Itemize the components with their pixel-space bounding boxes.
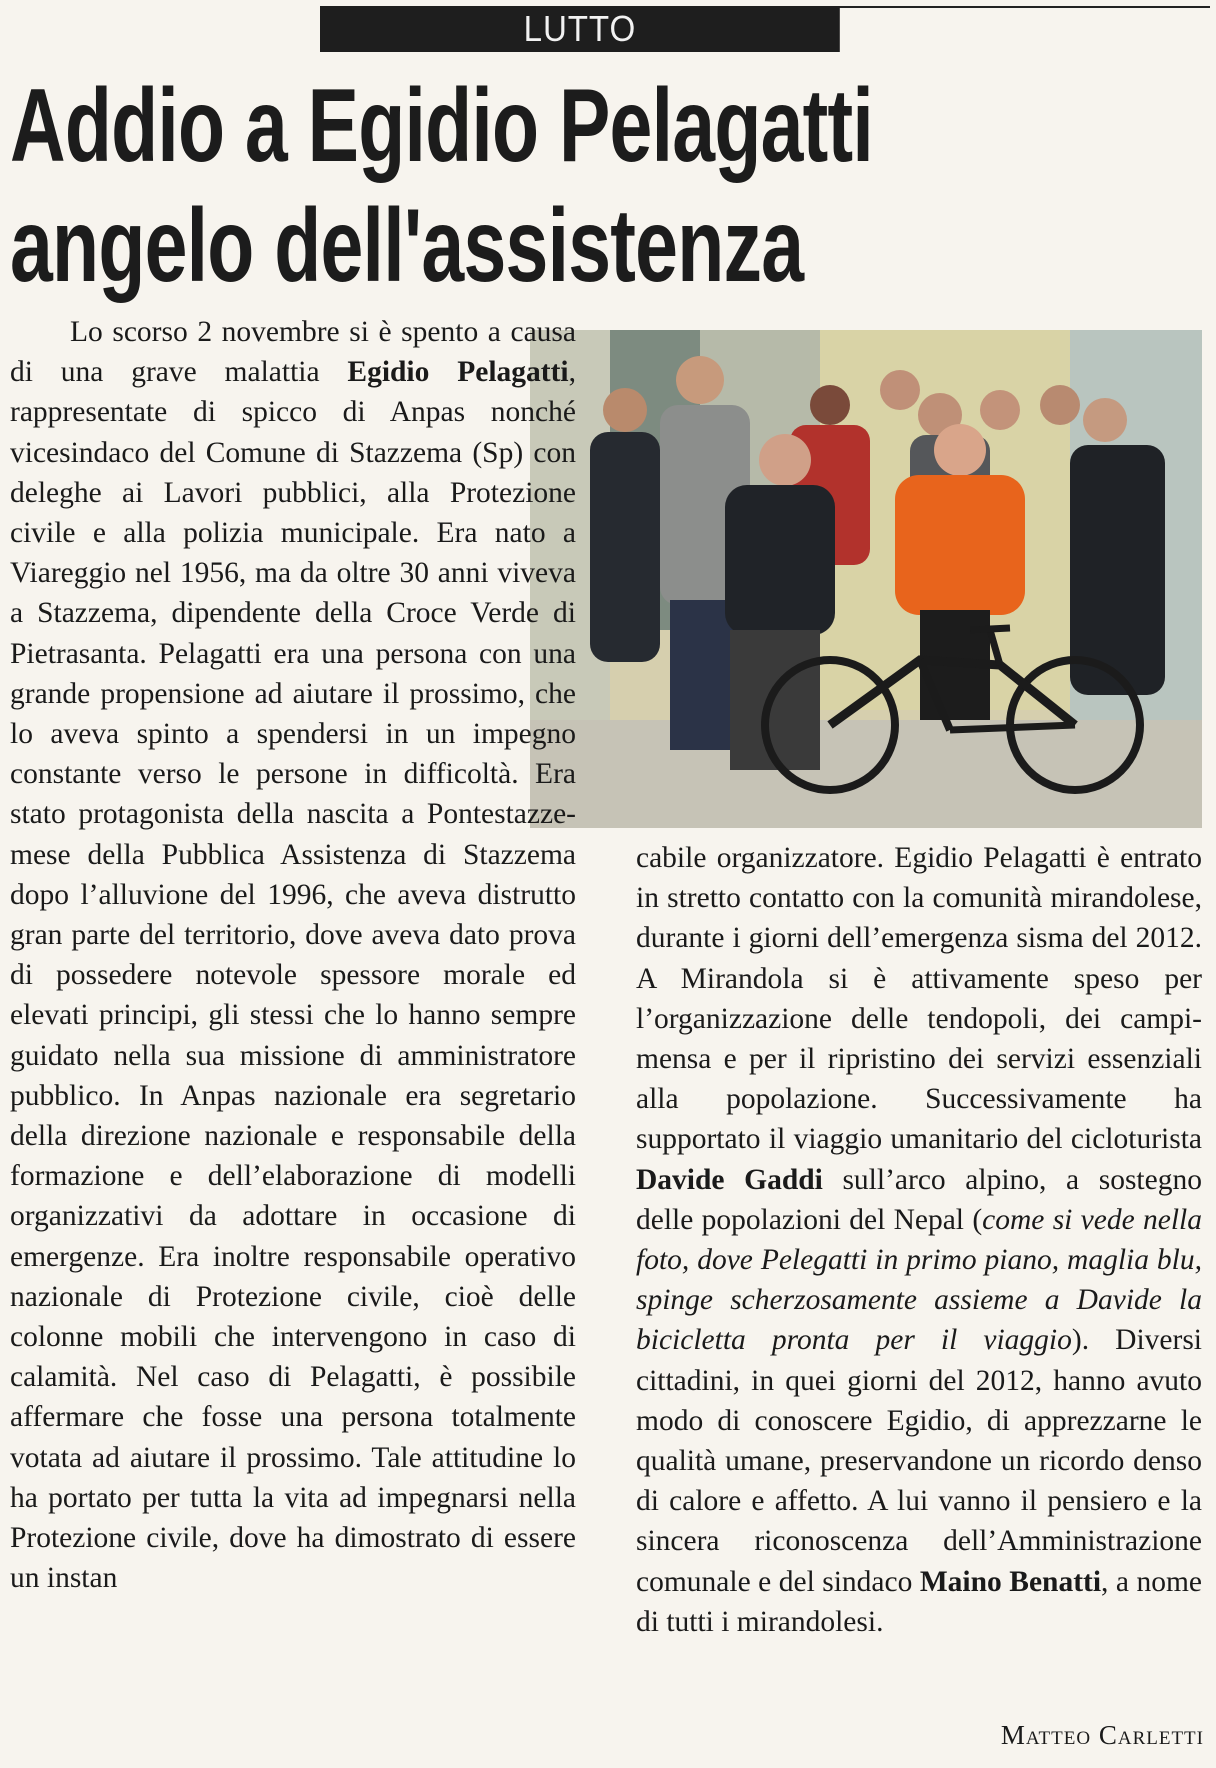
section-label: LUTTO [320, 6, 840, 52]
right-text-2: sull’arco alpino, a sostegno delle popolazioni del Nepal ( [636, 1163, 1202, 1236]
right-text-1: cabile organizzatore. Egidio Pelagatti è entrato in stretto contatto con la comunità mirandolese, durante i giorni dell’emergenza sisma del 2012. A Mirandola si è attivamente speso per l’organizzazione delle tendopoli, dei campi-mensa e per il ripristino dei servizi essenziali alla popolazione. Successivamente ha supportato il viaggio umanitario del cicloturista [636, 842, 1202, 1156]
name-maino-benatti: Maino Benatti [919, 1565, 1102, 1598]
name-egidio-pelagatti: Egidio Pelagatti [347, 356, 569, 389]
right-text-4: , a nome di tutti i mirandolesi. [636, 1565, 1203, 1638]
article-photo [530, 330, 1202, 828]
left-text-1: Lo scorso 2 novembre si è spento a causa di una grave malattia [10, 316, 576, 389]
headline-line-1: Addio a Egidio Pelagatti [10, 68, 874, 184]
left-text-2: , rappresentate di spicco di Anpas nonché vicesindaco del Comune di Stazzema (Sp) con deleghe ai Lavori pubblici, alla Protezione civile e alla polizia municipale. Era nato a Viareggio nel 1956, ma da oltre 30 anni viveva a Stazzema, dipendente della Croce Verde di Pietrasanta. Pelagatti era una persona con una grande propensione ad aiutare il prossimo, che lo aveva spinto a spendersi in un impegno constante verso le persone in difficoltà. Era stato protagonista della nascita a Pontestazzemese della Pubblica Assistenza di Stazzema dopo l’alluvione del 1996, che aveva distrutto gran parte del territorio, dove aveva dato prova di possedere notevole spessore morale ed elevati principi, gli stessi che lo hanno sempre guidato nella sua missione di amministratore pubblico. In Anpas nazionale era segretario della direzione nazionale e responsabile della formazione e dell’elaborazione di modelli organizzativi da adottare in occasione di emergenze. Era inoltre responsabile operativo nazionale di Protezione civile, cioè delle colonne mobili che intervengono in caso di calamità. Nel caso di Pelagatti, è possibile affermare che fosse una persona totalmente votata ad aiutare il prossimo. Tale attitudine lo ha portato per tutta la vita ad impegnarsi nella Protezione civile, dove ha dimostrato di essere un instan [10, 356, 576, 1595]
right-text-3: ). Diversi cittadini, in quei giorni del 2012, hanno avuto modo di conoscere Egidio, di apprezzarne le qualità umane, preservandone un ricordo denso di calore e affetto. A lui vanno il pensiero e la sincera riconoscenza dell’Amministrazione comunale e del sindaco [636, 1324, 1202, 1598]
headline-line-2: angelo dell'assistenza [10, 188, 804, 304]
photo-caption: come si vede nella foto, dove Pelegatti in primo piano, maglia blu, spinge scherzosamente assieme a Davide la bicicletta pronta per il viaggio [636, 1203, 1202, 1357]
photo-illustration [530, 330, 1202, 828]
byline: Matteo Carletti [1000, 1720, 1204, 1750]
article-column-left [10, 312, 576, 1599]
name-davide-gaddi: Davide Gaddi [636, 1163, 823, 1196]
article-column-right [636, 838, 1202, 1642]
headline [10, 66, 883, 306]
